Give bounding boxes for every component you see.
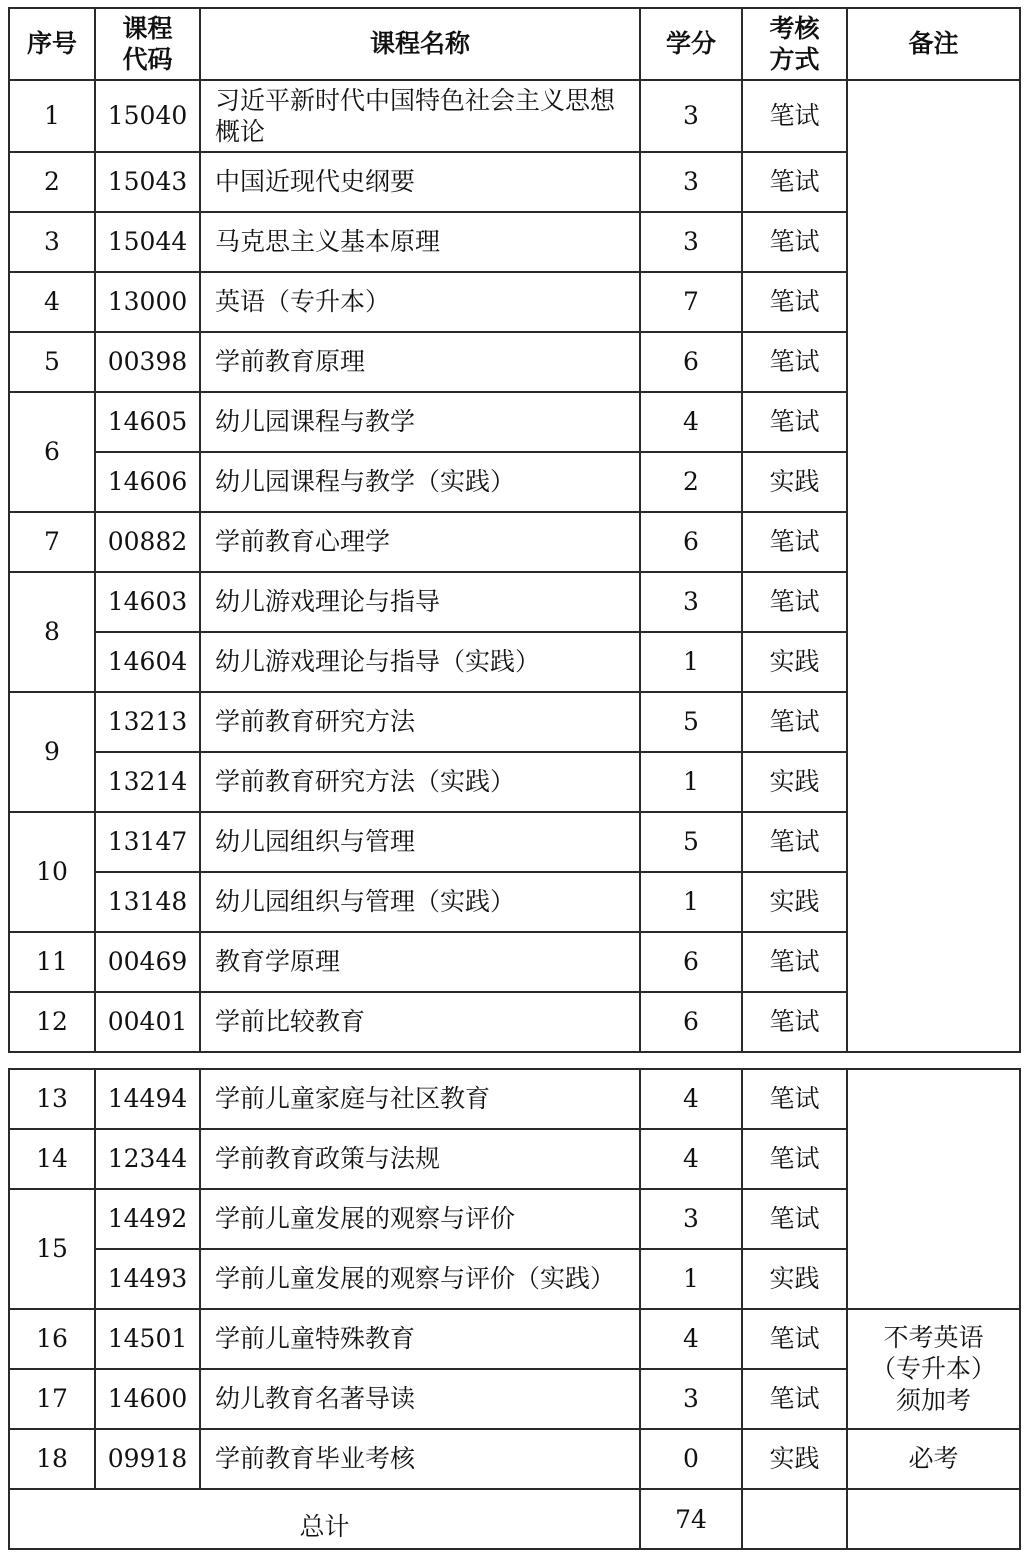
name-cell: 幼儿园课程与教学（实践） (200, 452, 640, 512)
method-cell: 笔试 (742, 212, 847, 272)
code-cell: 13148 (95, 872, 200, 932)
name-cell: 幼儿教育名著导读 (200, 1369, 640, 1429)
method-cell: 笔试 (742, 392, 847, 452)
remark-cell-empty (847, 80, 1020, 1052)
name-cell: 学前教育政策与法规 (200, 1129, 640, 1189)
method-cell: 实践 (742, 1429, 847, 1489)
code-cell: 14606 (95, 452, 200, 512)
total-credit: 74 (640, 1489, 742, 1549)
seq-cell: 5 (9, 332, 95, 392)
code-cell: 14493 (95, 1249, 200, 1309)
code-cell: 00469 (95, 932, 200, 992)
code-cell: 09918 (95, 1429, 200, 1489)
code-cell: 15044 (95, 212, 200, 272)
credit-cell: 1 (640, 872, 742, 932)
name-cell: 学前儿童家庭与社区教育 (200, 1069, 640, 1129)
seq-cell: 7 (9, 512, 95, 572)
code-cell: 15043 (95, 152, 200, 212)
name-cell: 学前教育原理 (200, 332, 640, 392)
method-cell: 笔试 (742, 1069, 847, 1129)
header-credit: 学分 (640, 8, 742, 80)
remark-required: 必考 (847, 1429, 1020, 1489)
name-cell: 幼儿游戏理论与指导 (200, 572, 640, 632)
credit-cell: 5 (640, 812, 742, 872)
method-cell: 笔试 (742, 152, 847, 212)
name-cell: 学前比较教育 (200, 992, 640, 1052)
credit-cell: 1 (640, 632, 742, 692)
table-row (9, 1309, 1020, 1369)
seq-cell: 16 (9, 1309, 95, 1369)
method-cell: 笔试 (742, 1189, 847, 1249)
seq-cell: 9 (9, 692, 95, 812)
total-remark-empty (847, 1489, 1020, 1549)
total-label: 总计 (9, 1489, 640, 1549)
seq-cell: 10 (9, 812, 95, 932)
method-cell: 实践 (742, 752, 847, 812)
code-cell: 15040 (95, 80, 200, 152)
credit-cell: 1 (640, 1249, 742, 1309)
header-code: 课程 代码 (95, 8, 200, 80)
code-cell: 14501 (95, 1309, 200, 1369)
code-cell: 14492 (95, 1189, 200, 1249)
seq-cell: 17 (9, 1369, 95, 1429)
method-cell: 实践 (742, 872, 847, 932)
credit-cell: 4 (640, 1069, 742, 1129)
credit-cell: 6 (640, 332, 742, 392)
name-cell: 英语（专升本） (200, 272, 640, 332)
credit-cell: 0 (640, 1429, 742, 1489)
name-cell: 幼儿园课程与教学 (200, 392, 640, 452)
credit-cell: 4 (640, 1129, 742, 1189)
seq-cell: 14 (9, 1129, 95, 1189)
credit-cell: 2 (640, 452, 742, 512)
seq-cell: 4 (9, 272, 95, 332)
code-cell: 00882 (95, 512, 200, 572)
method-cell: 实践 (742, 1249, 847, 1309)
method-cell: 笔试 (742, 992, 847, 1052)
header-name: 课程名称 (200, 8, 640, 80)
seq-cell: 12 (9, 992, 95, 1052)
code-cell: 14600 (95, 1369, 200, 1429)
seq-cell: 3 (9, 212, 95, 272)
table-row (9, 1069, 1020, 1129)
name-cell: 学前教育毕业考核 (200, 1429, 640, 1489)
credit-cell: 3 (640, 212, 742, 272)
header-seq: 序号 (9, 8, 95, 80)
seq-cell: 13 (9, 1069, 95, 1129)
code-cell: 00398 (95, 332, 200, 392)
code-cell: 14605 (95, 392, 200, 452)
course-table-top (8, 7, 1021, 1053)
seq-cell: 2 (9, 152, 95, 212)
credit-cell: 3 (640, 80, 742, 152)
code-cell: 13147 (95, 812, 200, 872)
method-cell: 实践 (742, 632, 847, 692)
credit-cell: 3 (640, 1369, 742, 1429)
credit-cell: 1 (640, 752, 742, 812)
seq-cell: 1 (9, 80, 95, 152)
seq-cell: 11 (9, 932, 95, 992)
name-cell: 学前教育研究方法（实践） (200, 752, 640, 812)
method-cell: 笔试 (742, 512, 847, 572)
credit-cell: 5 (640, 692, 742, 752)
table-row (9, 80, 1020, 152)
code-cell: 14604 (95, 632, 200, 692)
remark-extra-exam: 不考英语 （专升本） 须加考 (847, 1309, 1020, 1429)
credit-cell: 3 (640, 572, 742, 632)
name-cell: 中国近现代史纲要 (200, 152, 640, 212)
code-cell: 12344 (95, 1129, 200, 1189)
name-cell: 学前儿童发展的观察与评价 (200, 1189, 640, 1249)
method-cell: 笔试 (742, 272, 847, 332)
seq-cell: 8 (9, 572, 95, 692)
method-cell: 笔试 (742, 1309, 847, 1369)
code-cell: 14494 (95, 1069, 200, 1129)
name-cell: 学前儿童发展的观察与评价（实践） (200, 1249, 640, 1309)
credit-cell: 6 (640, 992, 742, 1052)
name-cell: 幼儿园组织与管理 (200, 812, 640, 872)
method-cell: 笔试 (742, 1129, 847, 1189)
table-row (9, 1429, 1020, 1489)
remark-cell-empty (847, 1069, 1020, 1309)
method-cell: 笔试 (742, 1369, 847, 1429)
credit-cell: 3 (640, 1189, 742, 1249)
credit-cell: 6 (640, 932, 742, 992)
code-cell: 13000 (95, 272, 200, 332)
credit-cell: 4 (640, 1309, 742, 1369)
credit-cell: 6 (640, 512, 742, 572)
method-cell: 实践 (742, 452, 847, 512)
credit-cell: 3 (640, 152, 742, 212)
header-remark: 备注 (847, 8, 1020, 80)
name-cell: 学前教育研究方法 (200, 692, 640, 752)
name-cell: 习近平新时代中国特色社会主义思想概论 (200, 80, 640, 152)
credit-cell: 4 (640, 392, 742, 452)
method-cell: 笔试 (742, 932, 847, 992)
code-cell: 00401 (95, 992, 200, 1052)
header-method: 考核 方式 (742, 8, 847, 80)
code-cell: 13214 (95, 752, 200, 812)
method-cell: 笔试 (742, 572, 847, 632)
method-cell: 笔试 (742, 80, 847, 152)
table-header-row (9, 8, 1020, 80)
name-cell: 马克思主义基本原理 (200, 212, 640, 272)
course-table-bottom (8, 1068, 1021, 1550)
seq-cell: 18 (9, 1429, 95, 1489)
seq-cell: 15 (9, 1189, 95, 1309)
method-cell: 笔试 (742, 692, 847, 752)
name-cell: 教育学原理 (200, 932, 640, 992)
method-cell: 笔试 (742, 332, 847, 392)
credit-cell: 7 (640, 272, 742, 332)
code-cell: 13213 (95, 692, 200, 752)
method-cell: 笔试 (742, 812, 847, 872)
total-row (9, 1489, 1020, 1549)
total-method-empty (742, 1489, 847, 1549)
code-cell: 14603 (95, 572, 200, 632)
name-cell: 学前儿童特殊教育 (200, 1309, 640, 1369)
seq-cell: 6 (9, 392, 95, 512)
name-cell: 幼儿园组织与管理（实践） (200, 872, 640, 932)
name-cell: 学前教育心理学 (200, 512, 640, 572)
name-cell: 幼儿游戏理论与指导（实践） (200, 632, 640, 692)
